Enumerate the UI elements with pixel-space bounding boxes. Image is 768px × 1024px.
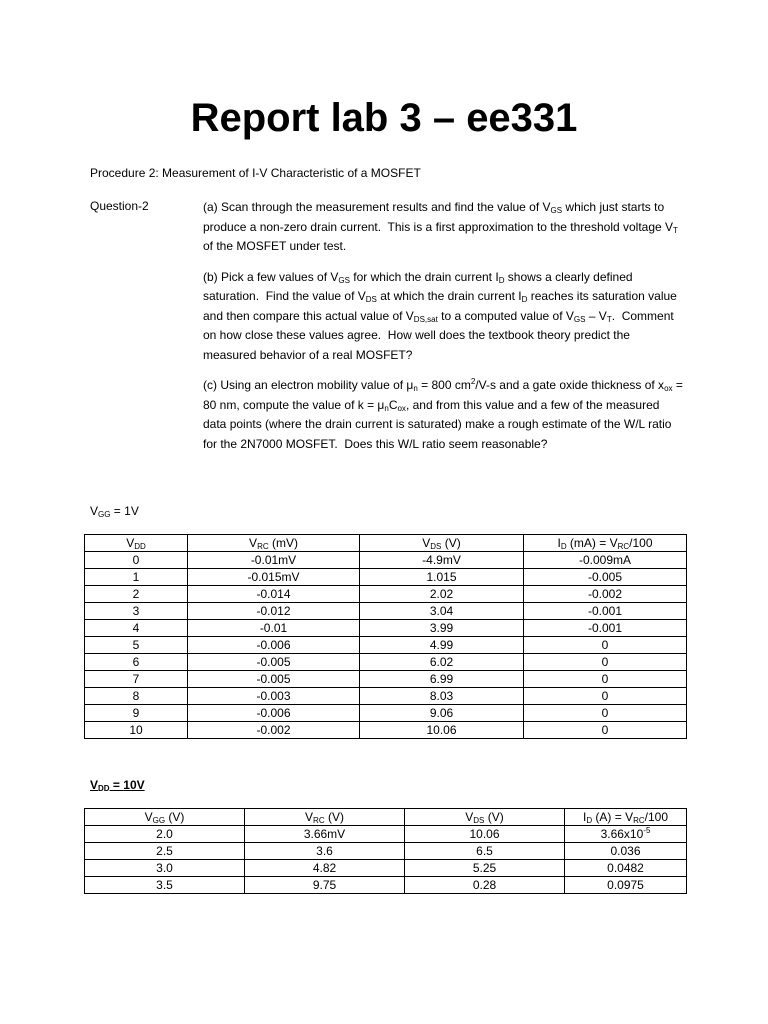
table-cell xyxy=(188,654,360,671)
table-row xyxy=(85,603,687,620)
table-cell xyxy=(85,603,188,620)
table-cell xyxy=(360,552,524,569)
table-row xyxy=(85,826,687,843)
cell-value: -0.015mV xyxy=(247,570,300,584)
cell-value: 4.99 xyxy=(429,638,454,652)
cell-value: -0.005 xyxy=(587,570,623,584)
table-row xyxy=(85,586,687,603)
cell-value: 0.28 xyxy=(472,878,497,892)
table-cell xyxy=(405,826,565,843)
cell-value: 3.04 xyxy=(429,604,454,618)
cell-value: 6.02 xyxy=(429,655,454,669)
cell-value: 0 xyxy=(601,723,609,737)
cell-exponent: -5 xyxy=(643,826,651,835)
cell-value: 0 xyxy=(601,638,609,652)
cell-value: 10.06 xyxy=(426,723,457,737)
table-cell xyxy=(524,552,687,569)
cell-value: 7 xyxy=(132,672,140,686)
question-part-b: (b) Pick a few values of $V_{GS}$ for which the drain current $I_D$ shows a clearly defined saturation. Find the value of $V_{DS}$ at which the drain current $I_D$ reaches its saturation value and then compare this actual value of $V_{DS,sat}$ to a computed value of $V_{GS} - V_T$. Comment on how close these values agree. How well does the textbook theory predict the measured behavior of a real MOSFET? xyxy=(203,269,677,362)
cell-value: 0 xyxy=(601,672,609,686)
table-cell xyxy=(565,843,687,860)
table-cell xyxy=(405,843,565,860)
measurement-table-vdd-10v xyxy=(84,808,687,894)
cell-value: -0.002 xyxy=(256,723,291,737)
measurement-table-vgg-1v xyxy=(84,534,687,739)
cell-value: 3.6 xyxy=(316,844,333,858)
cell-value: 0 xyxy=(601,706,609,720)
cell-value: 5.25 xyxy=(472,861,497,875)
table-cell xyxy=(85,552,188,569)
table-cell xyxy=(85,877,245,894)
table-cell xyxy=(85,637,188,654)
cell-value: -0.012 xyxy=(256,604,291,618)
table-cell xyxy=(565,826,687,843)
table-cell xyxy=(405,877,565,894)
cell-value: 10.06 xyxy=(469,827,500,841)
cell-value: 8.03 xyxy=(429,689,454,703)
cell-value: -0.003 xyxy=(256,689,291,703)
cell-value: 3.66mV xyxy=(303,827,346,841)
cell-value: 2.5 xyxy=(156,844,173,858)
cell-value: -0.001 xyxy=(587,621,623,635)
table-cell xyxy=(245,877,405,894)
table-cell xyxy=(360,688,524,705)
cell-value: 1 xyxy=(132,570,140,584)
cell-value: -0.002 xyxy=(587,587,623,601)
question-part-a: (a) Scan through the measurement results and find the value of $V_{GS}$ which just starts to produce a non-zero drain current. This is a first approximation to the threshold voltage $V_T$ of the MOSFET under test. xyxy=(203,200,678,253)
table-cell xyxy=(360,654,524,671)
table-row xyxy=(85,637,687,654)
table-cell xyxy=(360,603,524,620)
table-row xyxy=(85,654,687,671)
cell-value: 6 xyxy=(132,655,140,669)
table-cell xyxy=(524,671,687,688)
col-header-vdd: $V_{DD}$ xyxy=(85,535,188,552)
cell-value: 6.99 xyxy=(429,672,454,686)
table-cell xyxy=(524,688,687,705)
table-row xyxy=(85,843,687,860)
table-row xyxy=(85,722,687,739)
table-cell xyxy=(360,637,524,654)
table-cell xyxy=(360,671,524,688)
cell-value: -0.009mA xyxy=(578,553,632,567)
cell-value: 9.06 xyxy=(429,706,454,720)
table-row xyxy=(85,671,687,688)
table-row xyxy=(85,688,687,705)
table1-vgg-value: 1V xyxy=(124,504,139,518)
cell-value: -0.001 xyxy=(587,604,623,618)
cell-value: -0.01 xyxy=(259,621,288,635)
col-header-id: $I_D$ $(A) = V_{RC}/100$ xyxy=(565,809,687,826)
table-cell xyxy=(524,620,687,637)
col-header-vds: $V_{DS}$ (V) xyxy=(360,535,524,552)
table-cell xyxy=(188,569,360,586)
cell-value: 3.5 xyxy=(156,878,173,892)
question-body xyxy=(203,198,683,465)
table-cell xyxy=(85,705,188,722)
procedure-heading: Procedure 2: Measurement of I-V Characteristic of a MOSFET xyxy=(90,166,421,180)
table-header-row xyxy=(85,535,687,552)
cell-value: 3 xyxy=(132,604,140,618)
col-header-vrc: $V_{RC}$ (V) xyxy=(245,809,405,826)
table-cell xyxy=(85,843,245,860)
table-cell xyxy=(360,569,524,586)
table-header-row xyxy=(85,809,687,826)
question-part-c: (c) Using an electron mobility value of $\mu_n = 800$ $cm^2/V-s$ and a gate oxide thickness of $x_{ox} = 80$ nm, compute the value of $k = \mu_nC_{ox}$, and from this value and a few of the measured data points (where the drain current is saturated) make a rough estimate of the W/L ratio for the 2N7000 MOSFET. Does this W/L ratio seem reasonable? xyxy=(203,377,683,451)
cell-value: -0.006 xyxy=(256,706,291,720)
table-cell xyxy=(188,671,360,688)
col-header-vrc: $V_{RC}$ (mV) xyxy=(188,535,360,552)
table-row xyxy=(85,705,687,722)
table-cell xyxy=(360,705,524,722)
cell-value: 9.75 xyxy=(312,878,337,892)
cell-value: 2.0 xyxy=(156,827,173,841)
table-cell xyxy=(188,552,360,569)
table-row xyxy=(85,552,687,569)
col-header-vgg: $V_{GG}$ (V) xyxy=(85,809,245,826)
cell-value: 2 xyxy=(132,587,140,601)
col-header-vds: $V_{DS}$ (V) xyxy=(405,809,565,826)
table-cell xyxy=(524,586,687,603)
table-cell xyxy=(85,860,245,877)
table-cell xyxy=(188,603,360,620)
table-cell xyxy=(85,826,245,843)
cell-value: 8 xyxy=(132,689,140,703)
table-cell xyxy=(85,586,188,603)
cell-value: 4.82 xyxy=(312,861,337,875)
table-cell xyxy=(360,586,524,603)
table-cell xyxy=(85,688,188,705)
cell-value: 0.036 xyxy=(610,844,641,858)
cell-value: 0 xyxy=(601,655,609,669)
table-cell xyxy=(524,637,687,654)
col-header-id: $I_D$ $(mA) = V_{RC}/100$ xyxy=(524,535,687,552)
cell-value: -0.005 xyxy=(256,655,291,669)
cell-value: 10 xyxy=(129,723,143,737)
cell-value: 1.015 xyxy=(426,570,457,584)
table-cell xyxy=(85,654,188,671)
table-cell xyxy=(245,860,405,877)
report-title: Report lab 3 – ee331 xyxy=(190,96,578,140)
table-cell xyxy=(188,586,360,603)
cell-value: 3.66x10 xyxy=(600,827,644,841)
table-cell xyxy=(245,826,405,843)
cell-value: -0.006 xyxy=(256,638,291,652)
cell-value: -0.01mV xyxy=(250,553,297,567)
table1-condition-label: $V_{GG} = 1V$ xyxy=(90,504,139,519)
table-cell xyxy=(245,843,405,860)
cell-value: 2.02 xyxy=(429,587,454,601)
cell-value: 3.0 xyxy=(156,861,173,875)
table-cell xyxy=(188,722,360,739)
table-cell xyxy=(405,860,565,877)
cell-value: 0 xyxy=(132,553,140,567)
table-row xyxy=(85,877,687,894)
cell-value: -0.014 xyxy=(256,587,291,601)
table2-vdd-value: 10V xyxy=(123,778,145,792)
table-row xyxy=(85,620,687,637)
cell-value: -4.9mV xyxy=(422,553,461,567)
table-cell xyxy=(524,705,687,722)
table-cell xyxy=(188,688,360,705)
cell-value: 0 xyxy=(601,689,609,703)
table2-condition-label: $V_{DD} = 10V$ xyxy=(90,778,145,793)
table-cell xyxy=(524,569,687,586)
table-cell xyxy=(524,722,687,739)
table-cell xyxy=(565,877,687,894)
table-row xyxy=(85,569,687,586)
table-cell xyxy=(188,620,360,637)
cell-value: -0.005 xyxy=(256,672,291,686)
cell-value: 4 xyxy=(132,621,140,635)
cell-value: 5 xyxy=(132,638,140,652)
question-label: Question-2 xyxy=(90,199,149,213)
table-cell xyxy=(524,654,687,671)
cell-value: 9 xyxy=(132,706,140,720)
cell-value: 0.0482 xyxy=(607,861,644,875)
table-cell xyxy=(85,722,188,739)
table-cell xyxy=(360,620,524,637)
cell-value: 6.5 xyxy=(476,844,493,858)
table-cell xyxy=(85,569,188,586)
table-row xyxy=(85,860,687,877)
table-cell xyxy=(360,722,524,739)
table-cell xyxy=(85,671,188,688)
table-cell xyxy=(188,705,360,722)
cell-value: 0.0975 xyxy=(607,878,644,892)
table-cell xyxy=(85,620,188,637)
table-cell xyxy=(565,860,687,877)
cell-value: 3.99 xyxy=(429,621,454,635)
table-cell xyxy=(524,603,687,620)
table-cell xyxy=(188,637,360,654)
